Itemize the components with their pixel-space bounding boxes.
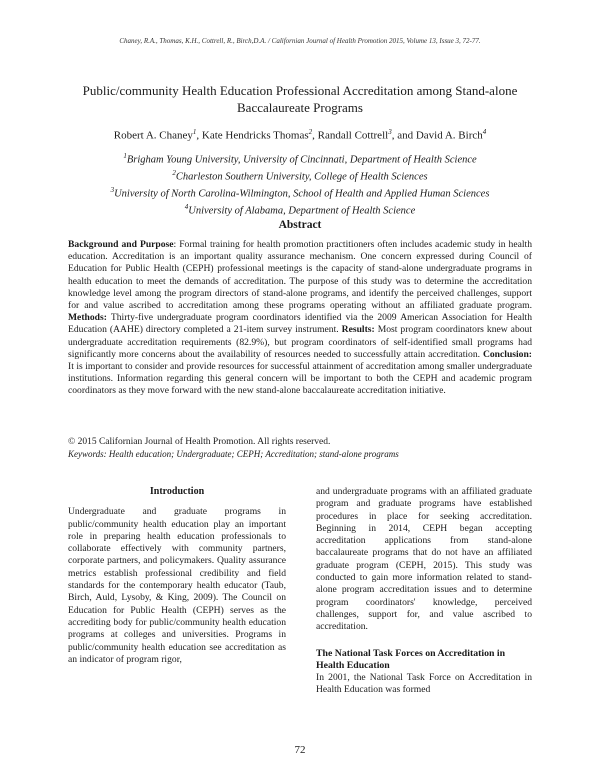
keywords: Keywords: Health education; Undergraduate; CEPH; Accreditation; stand-alone programs [68,449,399,459]
author-name: Kate Hendricks Thomas [201,129,309,142]
abstract-body [68,239,532,398]
affiliation-text: University of Alabama, Department of Health Science [188,205,416,217]
author-list: Robert A. Chaney$^1$, Kate Hendricks Thomas$^2$, Randall Cottrell$^3$, and David A. Birch$^4$ [113,128,487,142]
background-label: Background and Purpose [68,239,174,250]
affiliation-mark: 3 [110,186,115,195]
affiliation [40,201,560,218]
author-name: Randall Cottrell [317,129,389,142]
affiliation-mark: 4 [184,203,189,212]
page-number: 72 [294,744,306,756]
introduction-heading: Introduction [149,486,205,497]
conclusion-text: It is important to consider and provide resources for successful attainment of accreditation among smaller undergraduate institutions. Information regarding this general concern will be important to both the CEPH and academic program coordinators as they move forward with the new stand-alone baccalaureate accreditation initiative. [68,361,532,397]
affiliation-text: University of North Carolina-Wilmington, School of Health and Applied Human Sciences [114,188,490,200]
author-mark: 2 [308,128,313,136]
introduction-paragraph-right: and undergraduate programs with an affiliated graduate program and graduate programs have established procedures in place for seeking accreditation. Beginning in 2014, CEPH began accepting accreditation applications from stand-alone baccalaureate programs that do not have an affiliated graduate program (CEPH, 2015). This study was conducted to gain more information related to stand-alone program accreditation issues and to determine program coordinators' knowledge, perceived challenges, support for, and value ascribed to accreditation. [316,486,532,633]
affiliation [40,184,560,201]
task-force-paragraph: In 2001, the National Task Force on Accreditation in Health Education was formed [316,672,532,696]
methods-text: Thirty-five undergraduate program coordinators identified via the 2009 American Association for Health Education (AAHE) directory completed a 21-item survey instrument. [68,312,532,336]
author-mark: 3 [388,128,392,136]
author-name: David A. Birch [415,129,483,142]
affiliation-mark: 1 [123,152,127,160]
abstract-heading: Abstract [278,219,322,231]
author-mark: 1 [192,128,197,136]
results-label: Results: [341,324,375,336]
author-mark: 4 [482,128,487,136]
author-name: Robert A. Chaney [113,129,193,142]
running-head: Chaney, R.A., Thomas, K.H., Cottrell, R., Birch,D.A. / Californian Journal of Health Promotion 2015, Volume 13, Issue 3, 72-77. [119,37,481,45]
affiliation-text: Charleston Southern University, College of Health Sciences [175,171,428,183]
background-text: : Formal training for health promotion practitioners often includes academic study in health education. Accreditation is an important quality assurance mechanism. One concern expressed during Council of Education for Public Health (CEPH) professional meetings is the capacity of stand-alone undergraduate programs in health education to meet the demands of accreditation. The purpose of this study was to determine the accreditation knowledge level among the program directors of stand-alone programs, and identify the perceived challenges, support for and value ascribed to accreditation among these programs operating without an affiliated graduate program. [68,239,532,312]
right-column [316,486,532,697]
paper-title: Public/community Health Education Professional Accreditation among Stand-alone Baccalaureate Programs [82,83,518,115]
task-force-heading: The National Task Forces on Accreditation in Health Education [316,647,506,671]
left-column [68,486,286,666]
methods-label: Methods: [68,312,107,324]
results-text: Most program coordinators knew about undergraduate accreditation requirements (82.9%), but program coordinators of self-identified small programs had significantly more concerns about the availability of resources needed to successfully attain accreditation. [68,324,532,360]
affiliation [40,150,560,167]
conclusion-label: Conclusion: [482,348,532,360]
affiliation-mark: 2 [172,169,176,178]
introduction-paragraph-left: Undergraduate and graduate programs in public/community health education play an important role in preparing health education professionals to collaborate effectively with community partners, corporate partners, and policymakers. Quality assurance metrics establish professional credibility and field standards for the contemporary health educator (Taub, Birch, Auld, Lysoby, & King, 2009). The Council on Education for Public Health (CEPH) serves as the accrediting body for public/community health education programs at colleges and universities. Programs in public/community health education see accreditation as an indicator of program rigor, [68,506,286,665]
copyright-notice: © 2015 Californian Journal of Health Promotion. All rights reserved. [68,437,331,447]
affiliation-list [40,150,560,218]
affiliation [40,167,560,184]
affiliation-text: Brigham Young University, University of Cincinnati, Department of Health Science [126,154,477,166]
